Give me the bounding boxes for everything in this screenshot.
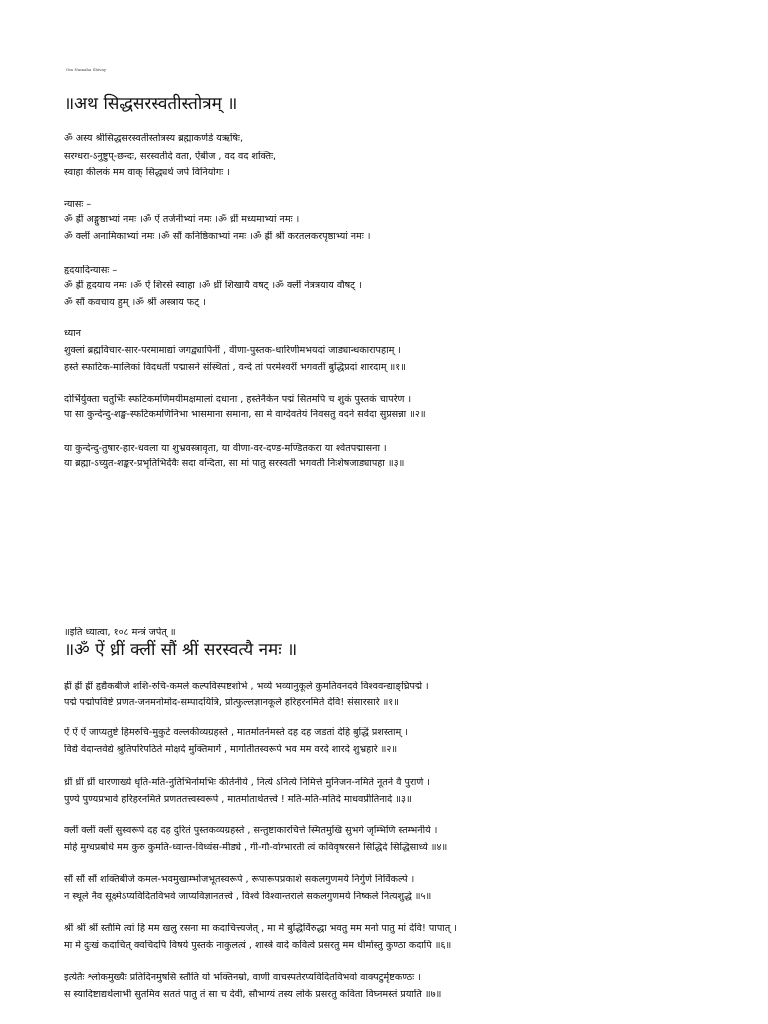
hridaya-line: ॐ सौं कवचाय हुम् ।ॐ श्रीं अस्त्राय फट् ।	[64, 297, 206, 308]
nyasa-line: ॐ ह्रीं अङ्गुष्ठाभ्यां नमः ।ॐ ऐं तर्जनीभ्यां नमः ।ॐ ध्रीं मध्यमाभ्यां नमः ।	[64, 214, 300, 225]
verse-line: ध्रीं ध्रीं ध्रीं धारणाख्ये धृति-मति-नुतिभिर्नामभिः कीर्तनीये , नित्ये ऽनित्ये निमित्ते मुनिजन-नमिते नूतने वै पुराणे ।	[64, 777, 430, 788]
verse-line: विद्ये वेदान्तवेद्ये श्रुतिपरिपठिते मोक्षदे मुक्तिमार्गे , मार्गातीतस्वरूपे भव मम वरदे शारदे शुभ्रहारे ॥२॥	[64, 744, 398, 755]
stotram-title: ॥अथ सिद्धसरस्वतीस्तोत्रम् ॥	[64, 94, 238, 114]
dhyana-verse-line: दोर्भिर्युक्ता चतुर्भिः स्फटिकमणिमयीमक्षमालां दधाना , हस्तेनैकेन पद्मं सितमपि च शुकं पुस्तकं चापरेण ।	[64, 394, 412, 405]
verse-line: मोहे मुग्धप्रबोधे मम कुरु कुमति-ध्वान्त-विध्वंस-मीड्ये , गी-गौ-र्वाग्भारती त्वं कविवृषरसने सिद्धिदे सिद्धिसाध्ये ॥४॥	[64, 842, 448, 853]
verse-line: क्लीं क्लीं क्लीं सुस्वरूपे दह दह दुरितं पुस्तकव्यग्रहस्ते , सन्तुष्टाकारचित्ते स्मितमुखि सुभगे जृम्भिणि स्तम्भनीये ।	[64, 825, 438, 836]
hridaya-line: ॐ ह्रीं हृदयाय नमः ।ॐ ऐं शिरसे स्वाहा ।ॐ ध्रीं शिखायै वषट् ।ॐ क्लीं नेत्रत्रयाय वौषट् ।	[64, 280, 362, 291]
dhyana-verse-line: हस्ते स्फाटिक-मालिकां विदधतीं पद्मासने संस्थितां , वन्दे तां परमेश्वरीं भगवतीं बुद्धिप्रदां शारदाम् ॥१॥	[64, 362, 407, 373]
verse-line: पुण्ये पुण्यप्रभावे हरिहरनमिते प्रणततत्त्वस्वरूपे , मातर्मातार्थतत्त्वे ! मति-मति-मतिदे माधवप्रीतिनादे ॥३॥	[64, 794, 412, 805]
nyasa-heading: न्यासः –	[64, 199, 92, 210]
viniyoga-line: स्वाहा कीलकं मम वाक् सिद्ध्यर्थ जपे विनियोगः ।	[64, 167, 230, 178]
dhyana-verse-line: या ब्रह्मा-ऽच्युत-शङ्कर-प्रभृतिभिर्देवैः सदा वन्दिता, सा मां पातु सरस्वती भगवती निःशेषजाड्यापहा ॥३॥	[64, 458, 405, 469]
verse-line: पद्मे पद्मोपविष्टे प्रणत-जनमनोमोद-सम्पादयित्रि, प्रोत्फुल्लज्ञानकूले हरिहरनमिते देवि! संसारसारे ॥१॥	[64, 697, 400, 708]
dhyana-verse-line: या कुन्देन्दु-तुषार-हार-धवला या शुभ्रवस्त्रावृता, या वीणा-वर-दण्ड-मण्डितकरा या श्वेतपद्मासना ।	[64, 443, 387, 454]
verse-line: न स्थूले नैव सूक्ष्मेऽप्यविदितविभवे जाप्यविज्ञानतत्त्वे , विश्वे विश्वान्तराले सकलगुणमये निष्कले नित्यशुद्धे ॥५॥	[64, 891, 432, 902]
hridaya-heading: हृदयादिन्यासः –	[64, 265, 118, 276]
viniyoga-line: सरग्धरा-ऽनुष्टुप्-छन्दः, सरस्वतीदे वता, ऐंबीज , वद वद शक्तिः,	[64, 151, 277, 162]
dhyana-verse-line: शुक्लां ब्रह्मविचार-सार-परमामाद्यां जगद्व्यापिनीं , वीणा-पुस्तक-धारिणीमभयदां जाड्यान्धकारापहाम् ।	[64, 345, 401, 356]
verse-line: स स्यादिष्टाद्यर्थलाभी सुतमिव सततं पातु तं सा च देवी, सौभाग्यं तस्य लोके प्रसरतु कविता विघ्नमस्तं प्रयाति ॥७॥	[64, 989, 442, 1000]
verse-line: सौं सौं सौं शक्तिबीजे कमल-भवमुखाम्भोजभूतस्वरूपे , रूपारूपप्रकाशे सकलगुणमये निर्गुणे निर्विकल्पे ।	[64, 874, 415, 885]
verse-line: इत्येतैः श्लोकमुख्यैः प्रतिदिनमुषसि स्तौति यो भक्तिनम्रो, वाणी वाचस्पतेरप्यविदितविभवो वाक्पटुर्मृष्टकण्ठः ।	[64, 972, 421, 983]
verse-line: मा मे दुःखं कदाचित् क्वचिदपि विषये पुस्तके नाकुलत्वं , शास्त्रे वादे कवित्वे प्रसरतु मम धीर्मास्तु कुण्ठा कदापि ॥६॥	[64, 940, 452, 951]
viniyoga-line: ॐ अस्य श्रीसिद्धसरस्वतीस्तोत्रस्य ब्रह्माकर्णडे यऋषिः,	[64, 133, 244, 144]
verse-line: ह्रीं ह्रीं ह्रीं हृद्यैकबीजे शशि-रुचि-कमले कल्पविस्पष्टशोभे , भव्ये भव्यानुकूले कुमतिवनदवे विश्ववन्द्याङ्घ्रिपद्मे ।	[64, 681, 429, 692]
header-note: Om Namaha Shivay	[66, 67, 107, 72]
nyasa-line: ॐ क्लीं अनामिकाभ्यां नमः ।ॐ सौं कनिष्ठिकाभ्यां नमः ।ॐ ह्रीं श्रीं करतलकरपृष्ठाभ्यां नमः ।	[64, 231, 371, 242]
verse-line: श्रीं श्रीं श्रीं स्तौमि त्वां हि मम खलु रसना मा कदाचित्त्यजेत् , मा मे बुद्धिर्विरुद्धा भवतु मम मनो पातु मां देवि! पापात् ।	[64, 923, 457, 934]
dhyana-heading: ध्यान	[64, 328, 81, 339]
verse-line: ऐं ऐं ऐं जाप्यतुष्टे हिमरुचि-मुकुटे वल्लकीव्यग्रहस्ते , मातर्मातर्नमस्ते दह दह जडतां देहि बुद्धिं प्रशस्ताम् ।	[64, 727, 408, 738]
dhyana-verse-line: पा सा कुन्देन्दु-शङ्ख-स्फटिकमणिनिभा भासमाना समाना, सा मे वाग्देवतेयं निवसतु वदने सर्वदा सुप्रसन्ना ॥२॥	[64, 409, 426, 420]
mantra-heading: ॥ॐ ऐं ध्रीं क्लीं सौं श्रीं सरस्वत्यै नमः ॥	[64, 640, 298, 660]
japa-note: ॥इति ध्यात्वा, १०८ मन्त्रं जपेत् ॥	[64, 627, 176, 638]
